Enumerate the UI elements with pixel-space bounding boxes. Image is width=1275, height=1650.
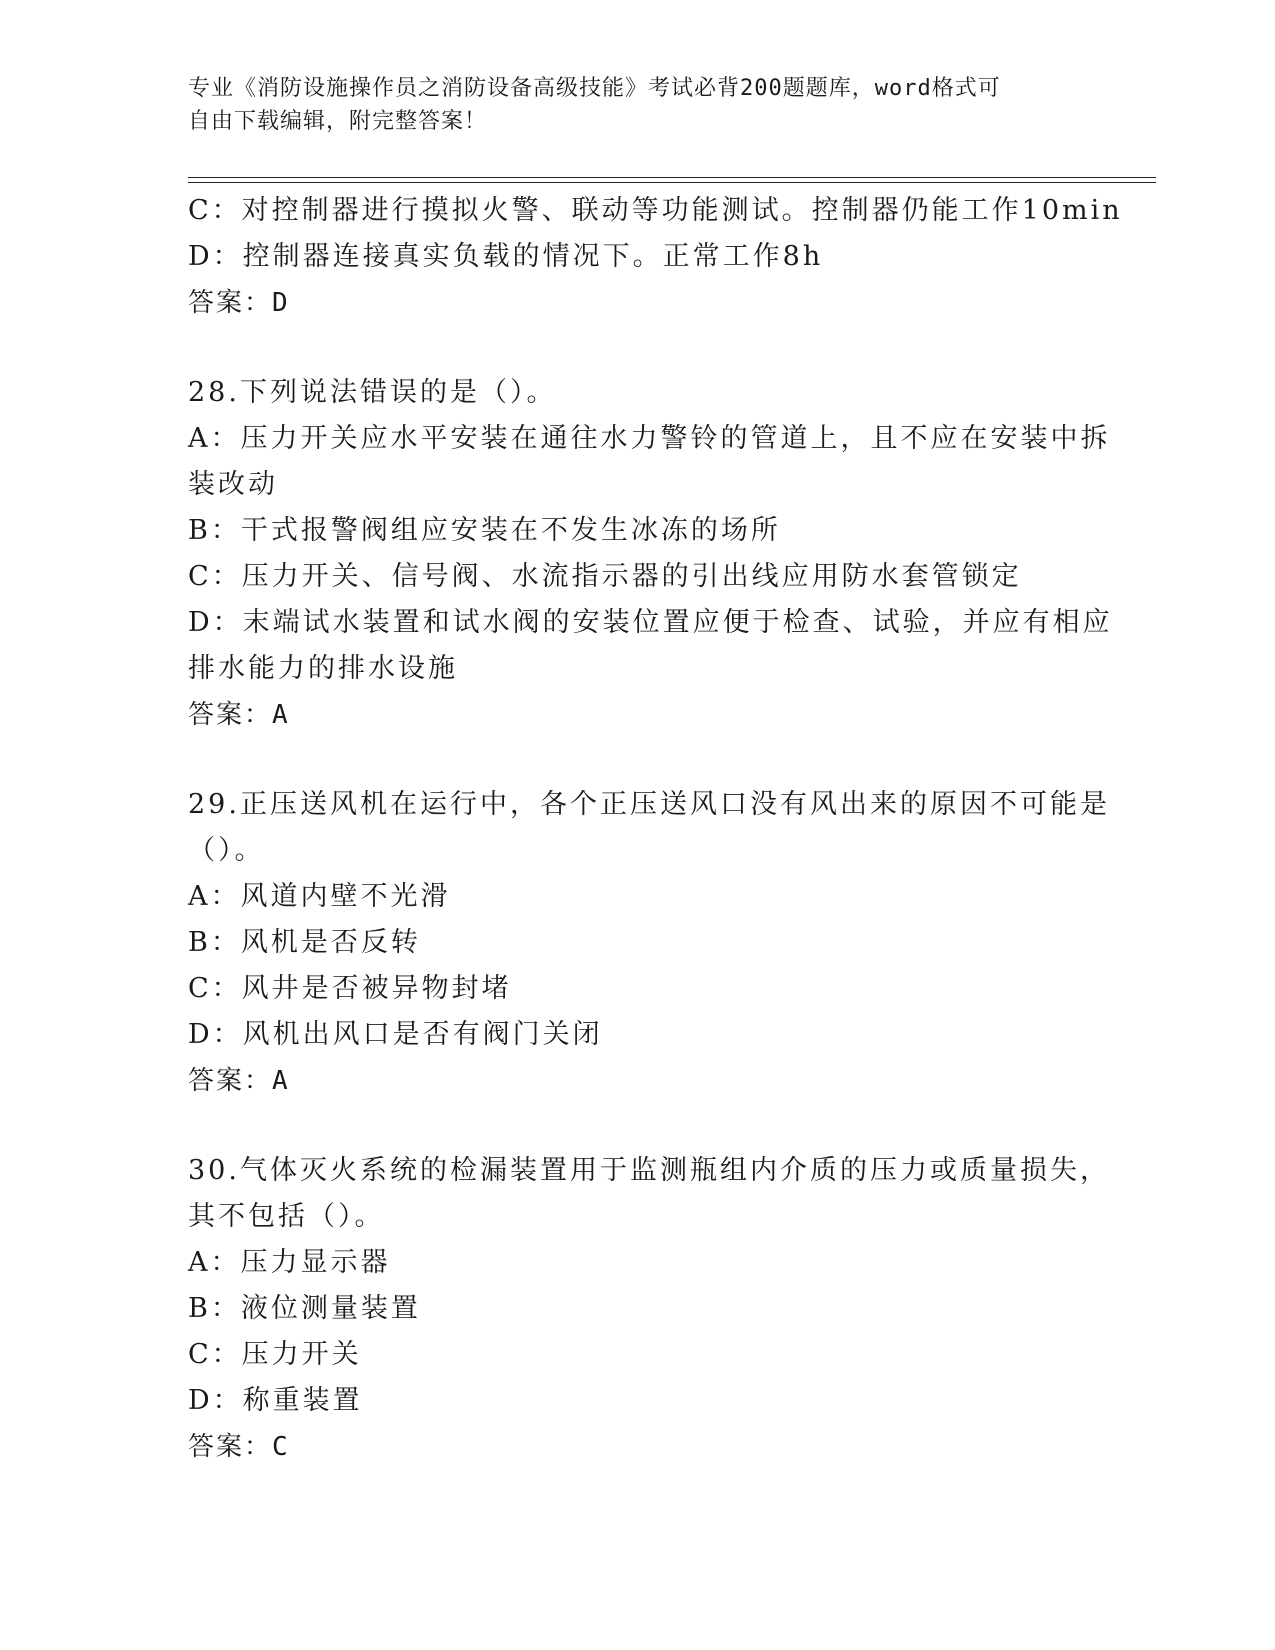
question-28 [188,370,1113,738]
question-stem: 29.正压送风机在运行中，各个正压送风口没有风出来的原因不可能是 [188,789,1110,820]
spacer [188,326,1088,370]
option-d: D：末端试水装置和试水阀的安装位置应便于检查、试验，并应有相应 [188,607,1113,638]
option-b: B：风机是否反转 [188,927,421,958]
option-d: D：控制器连接真实负载的情况下。正常工作8h [188,241,824,272]
option-c: C：压力开关、信号阀、水流指示器的引出线应用防水套管锁定 [188,561,1022,592]
answer-line: 答案：A [188,1066,290,1096]
question-stem-continued: 其不包括（）。 [188,1201,385,1232]
option-c: C：压力开关 [188,1339,362,1370]
question-29 [188,782,1110,1104]
question-30 [188,1148,1110,1470]
header-divider-bottom [188,182,1156,183]
option-b: B：干式报警阀组应安装在不发生冰冻的场所 [188,515,781,546]
spacer [188,1104,1088,1148]
spacer [188,738,1088,782]
answer-line: 答案：A [188,700,290,730]
header-line-2: 自由下载编辑，附完整答案！ [188,109,488,134]
question-stem: 28.下列说法错误的是（）。 [188,377,557,408]
option-b: B：液位测量装置 [188,1293,421,1324]
answer-line: 答案：C [188,1432,290,1462]
option-d: D：称重装置 [188,1385,363,1416]
option-a-continued: 装改动 [188,469,278,500]
header-line-1: 专业《消防设施操作员之消防设备高级技能》考试必背200题题库，word格式可 [188,76,1001,101]
answer-line: 答案：D [188,288,290,318]
document-header [188,72,1068,138]
header-divider-top [188,177,1156,178]
option-d-continued: 排水能力的排水设施 [188,653,458,684]
option-a: A：压力显示器 [188,1247,391,1278]
option-c: C：风井是否被异物封堵 [188,973,512,1004]
question-27-tail [188,188,1123,326]
option-c: C：对控制器进行摸拟火警、联动等功能测试。控制器仍能工作10min [188,195,1123,226]
option-a: A：压力开关应水平安装在通往水力警铃的管道上，且不应在安装中拆 [188,423,1111,454]
question-stem: 30.气体灭火系统的检漏装置用于监测瓶组内介质的压力或质量损失， [188,1155,1110,1186]
question-list [188,188,1123,1470]
question-stem-continued: （）。 [188,835,265,866]
option-d: D：风机出风口是否有阀门关闭 [188,1019,603,1050]
option-a: A：风道内壁不光滑 [188,881,451,912]
